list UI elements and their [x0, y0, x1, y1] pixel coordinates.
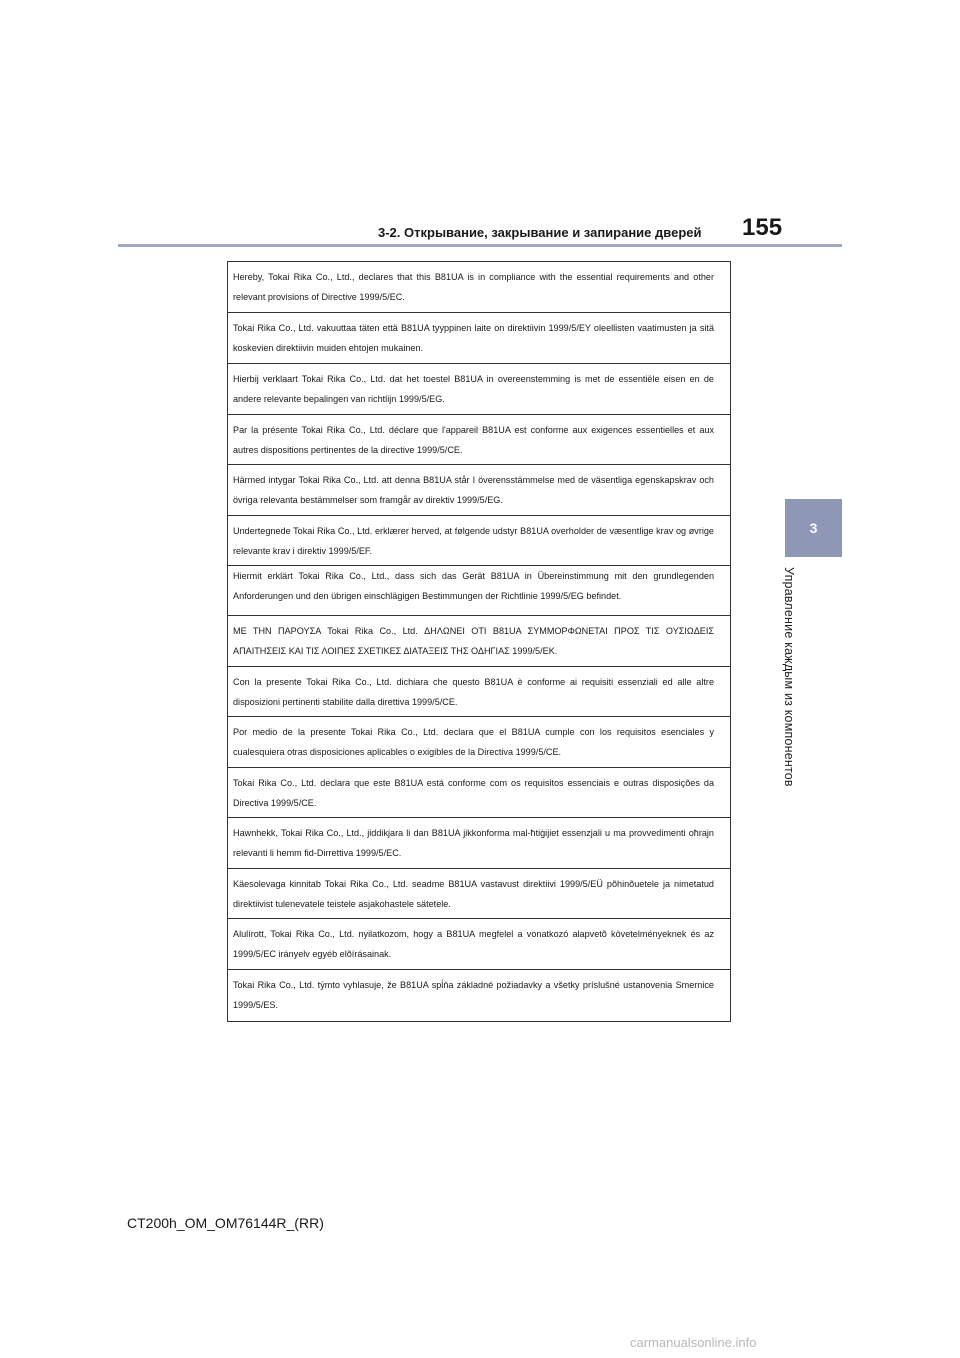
declaration-row-fi: Tokai Rika Co., Ltd. vakuuttaa täten että B81UA tyyppinen laite on direktiivin 1999/5/EY oleellisten vaatimusten ja sitä koskevien direktiivin muiden ehtojen mukainen.: [228, 313, 730, 364]
declaration-row-sv: Härmed intygar Tokai Rika Co., Ltd. att denna B81UA står I överensstämmelse med de väsentliga egenskapskrav och övriga relevanta bestämmelser som framgår av direktiv 1999/5/EG.: [228, 465, 730, 516]
declaration-row-da: Undertegnede Tokai Rika Co., Ltd. erklærer herved, at følgende udstyr B81UA overholder de væsentlige krav og øvrige relevante krav i direktiv 1999/5/EF.: [228, 516, 730, 566]
declaration-row-nl: Hierbij verklaart Tokai Rika Co., Ltd. dat het toestel B81UA in overeenstemming is met de essentiële eisen en de andere relevante bepalingen van richtlijn 1999/5/EG.: [228, 364, 730, 415]
chapter-label-container: [782, 567, 812, 797]
document-code: CT200h_OM_OM76144R_(RR): [127, 1215, 324, 1231]
declaration-row-es: Por medio de la presente Tokai Rika Co., Ltd. declara que el B81UA cumple con los requisitos esenciales y cualesquiera otras disposiciones aplicables o exigibles de la Directiva 1999/5/CE.: [228, 717, 730, 768]
declarations-table: [227, 261, 731, 1022]
declaration-row-pt: Tokai Rika Co., Ltd. declara que este B81UA está conforme com os requisitos essenciais e outras disposições da Directiva 1999/5/CE.: [228, 768, 730, 818]
chapter-label: Управление каждым из компонентов: [782, 567, 796, 787]
chapter-tab: [785, 499, 842, 557]
page-number: 155: [742, 214, 783, 241]
declaration-row-el: ΜΕ ΤΗΝ ΠΑΡΟΥΣΑ Tokai Rika Co., Ltd. ΔΗΛΩΝΕΙ ΟΤΙ B81UA ΣΥΜΜΟΡΦΩΝΕΤΑΙ ΠΡΟΣ ΤΙΣ ΟΥΣΙΩΔΕΙΣ ΑΠΑΙΤΗΣΕΙΣ ΚΑΙ ΤΙΣ ΛΟΙΠΕΣ ΣΧΕΤΙΚΕΣ ΔΙΑΤΑΞΕΙΣ ΤΗΣ ΟΔΗΓΙΑΣ 1999/5/ΕΚ.: [228, 616, 730, 667]
watermark: carmanualsonline.info: [630, 1335, 757, 1350]
declaration-row-en: Hereby, Tokai Rika Co., Ltd., declares that this B81UA is in compliance with the essential requirements and other relevant provisions of Directive 1999/5/EC.: [228, 262, 730, 313]
declaration-row-mt: Hawnhekk, Tokai Rika Co., Ltd., jiddikjara li dan B81UA jikkonforma mal-ħtiġijiet essenzjali u ma provvedimenti oħrajn relevanti li hemm fid-Dirrettiva 1999/5/EC.: [228, 818, 730, 869]
declaration-row-hu: Alulírott, Tokai Rika Co., Ltd. nyilatkozom, hogy a B81UA megfelel a vonatkozó alapvetõ követelményeknek és az 1999/5/EC irányelv egyéb elõírásainak.: [228, 919, 730, 970]
declaration-row-et: Käesolevaga kinnitab Tokai Rika Co., Ltd. seadme B81UA vastavust direktiivi 1999/5/EÜ põhinõuetele ja nimetatud direktiivist tulenevatele teistele asjakohastele sätetele.: [228, 869, 730, 919]
declaration-row-it: Con la presente Tokai Rika Co., Ltd. dichiara che questo B81UA è conforme ai requisiti essenziali ed alle altre disposizioni pertinenti stabilite dalla direttiva 1999/5/CE.: [228, 667, 730, 717]
declaration-row-de: Hiermit erklärt Tokai Rika Co., Ltd., dass sich das Gerät B81UA in Übereinstimmung mit den grundlegenden Anforderungen und den übrigen einschlägigen Bestimmungen der Richtlinie 1999/5/EG befindet.: [228, 566, 730, 616]
header-divider: [118, 244, 842, 247]
declaration-row-sk: Tokai Rika Co., Ltd. týmto vyhlasuje, že B81UA spĺňa základné požiadavky a všetky príslušné ustanovenia Smernice 1999/5/ES.: [233, 980, 714, 1010]
declaration-row-fr: Par la présente Tokai Rika Co., Ltd. déclare que l'appareil B81UA est conforme aux exigences essentielles et aux autres dispositions pertinentes de la directive 1999/5/CE.: [228, 415, 730, 465]
section-title: 3-2. Открывание, закрывание и запирание дверей: [378, 225, 702, 240]
chapter-number: 3: [809, 520, 818, 536]
